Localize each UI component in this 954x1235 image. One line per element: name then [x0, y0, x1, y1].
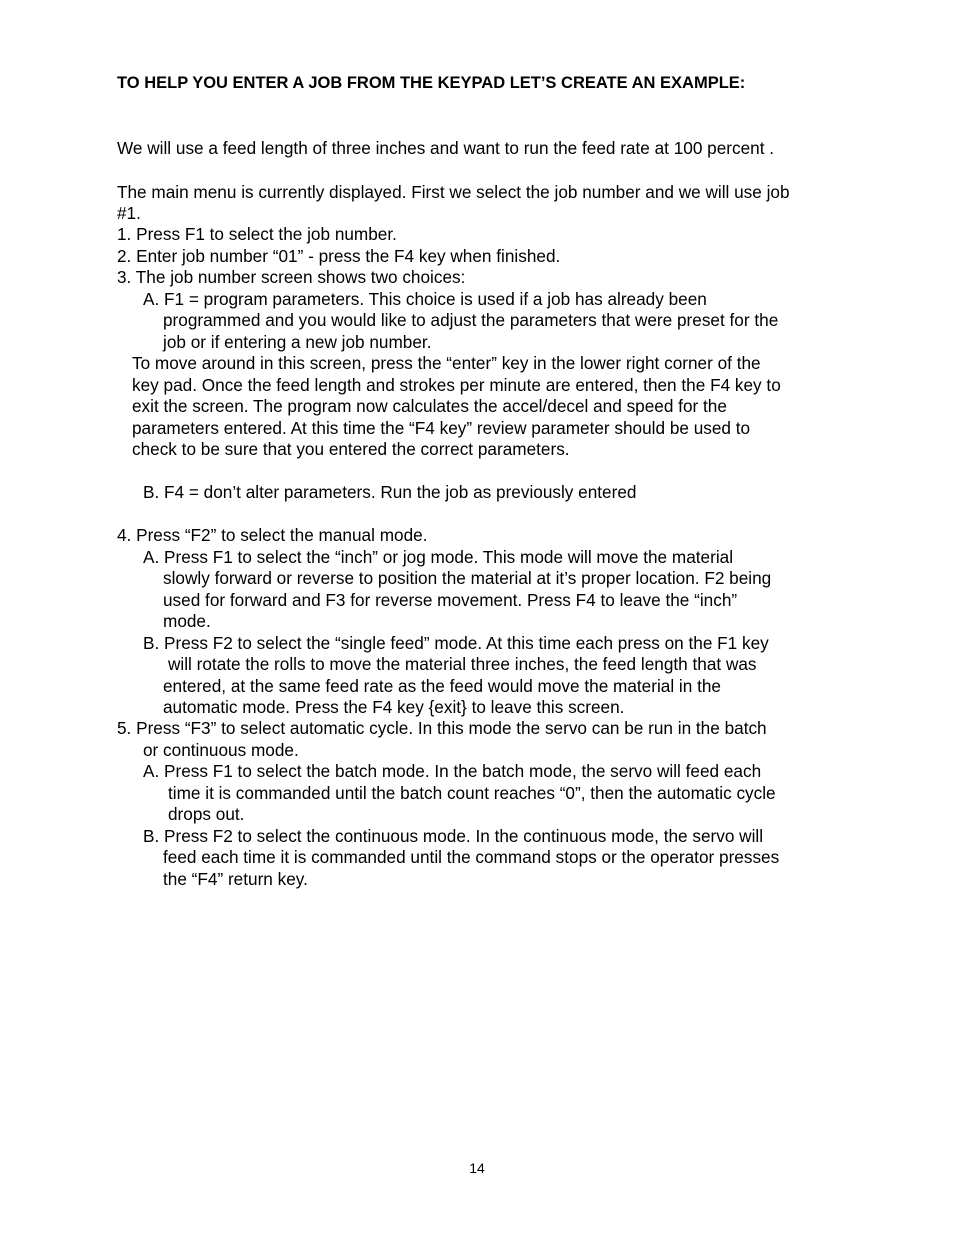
step-3a-line: job or if entering a new job number. — [163, 332, 432, 352]
step-4b-line: will rotate the rolls to move the material three inches, the feed length that was — [168, 654, 757, 674]
step-4b-line: B. Press F2 to select the “single feed” mode. At this time each press on the F1 key — [143, 633, 769, 653]
step-5b-line: B. Press F2 to select the continuous mode. In the continuous mode, the servo will — [143, 826, 764, 846]
step-5a-line: time it is commanded until the batch count reaches “0”, then the automatic cycle — [168, 783, 776, 803]
page-heading: TO HELP YOU ENTER A JOB FROM THE KEYPAD LET’S CREATE AN EXAMPLE: — [117, 74, 746, 92]
step-1: 1. Press F1 to select the job number. — [117, 224, 397, 244]
step-5-line: 5. Press “F3” to select automatic cycle. In this mode the servo can be run in the batch — [117, 718, 767, 738]
move-around-line: To move around in this screen, press the “enter” key in the lower right corner of the — [132, 353, 761, 373]
step-5b-line: the “F4” return key. — [163, 869, 308, 889]
step-4a-line: A. Press F1 to select the “inch” or jog mode. This mode will move the material — [143, 547, 734, 567]
move-around-line: parameters entered. At this time the “F4 key” review parameter should be used to — [132, 418, 751, 438]
step-3a-line: A. F1 = program parameters. This choice is used if a job has already been — [143, 289, 707, 309]
move-around-line: check to be sure that you entered the correct parameters. — [132, 439, 570, 459]
step-4b-line: automatic mode. Press the F4 key {exit} to leave this screen. — [163, 697, 625, 717]
step-5-line: or continuous mode. — [143, 740, 299, 760]
main-menu-line: The main menu is currently displayed. First we select the job number and we will use job — [117, 182, 790, 202]
page-number: 14 — [469, 1160, 485, 1176]
step-3a-line: programmed and you would like to adjust the parameters that were preset for the — [163, 310, 779, 330]
step-4b-line: entered, at the same feed rate as the feed would move the material in the — [163, 676, 721, 696]
main-menu-line: #1. — [117, 203, 141, 223]
step-3: 3. The job number screen shows two choices: — [117, 267, 466, 287]
step-4a-line: mode. — [163, 611, 211, 631]
step-5b-line: feed each time it is commanded until the command stops or the operator presses — [163, 847, 780, 867]
step-4: 4. Press “F2” to select the manual mode. — [117, 525, 428, 545]
step-3b: B. F4 = don’t alter parameters. Run the job as previously entered — [143, 482, 637, 502]
step-5a-line: drops out. — [168, 804, 245, 824]
step-5a-line: A. Press F1 to select the batch mode. In the batch mode, the servo will feed each — [143, 761, 762, 781]
step-4a-line: slowly forward or reverse to position the material at it’s proper location. F2 being — [163, 568, 772, 588]
move-around-line: exit the screen. The program now calculates the accel/decel and speed for the — [132, 396, 727, 416]
step-4a-line: used for forward and F3 for reverse movement. Press F4 to leave the “inch” — [163, 590, 738, 610]
intro-paragraph: We will use a feed length of three inches and want to run the feed rate at 100 percent . — [117, 138, 775, 158]
move-around-line: key pad. Once the feed length and strokes per minute are entered, then the F4 key to — [132, 375, 781, 395]
step-2: 2. Enter job number “01” - press the F4 key when finished. — [117, 246, 561, 266]
